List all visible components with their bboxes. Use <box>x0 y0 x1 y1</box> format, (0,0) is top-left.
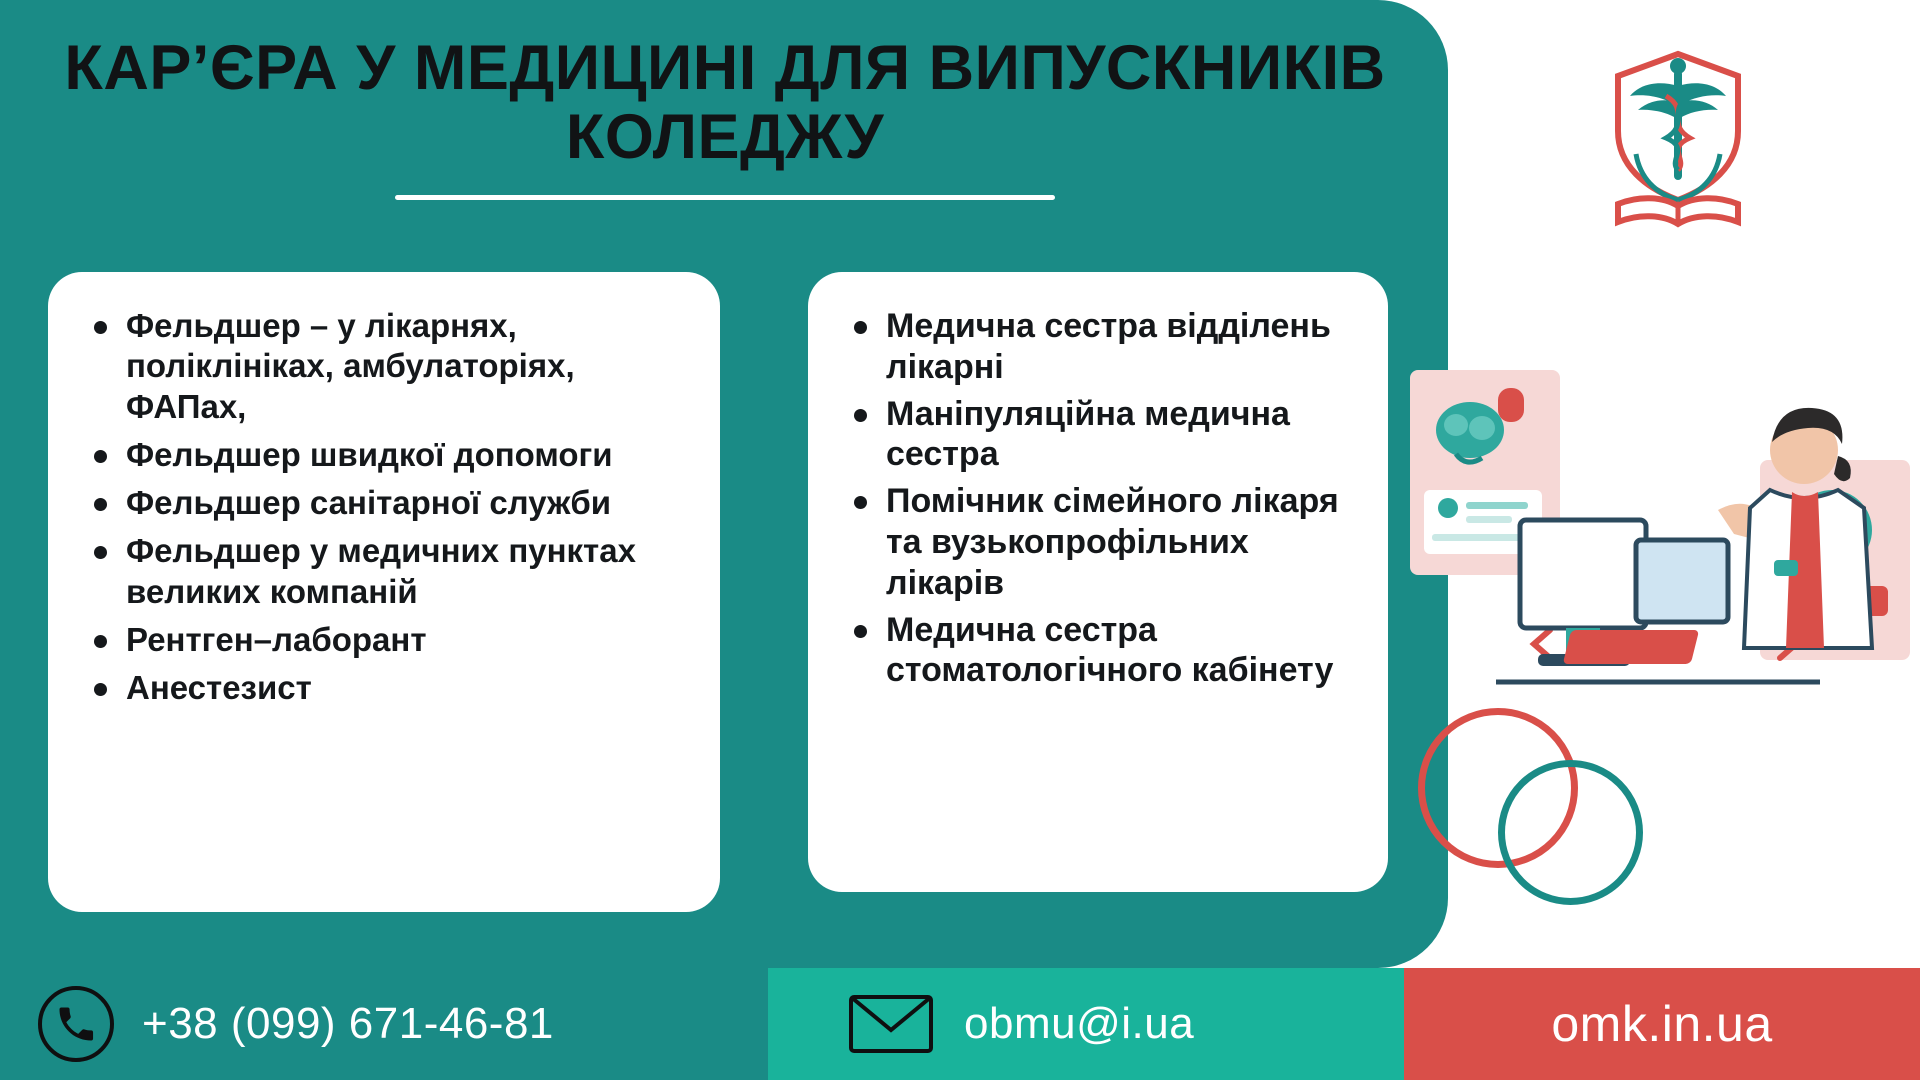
list-item: Фельдшер швидкої допомоги <box>82 435 682 475</box>
list-item: Маніпуляційна медична сестра <box>842 394 1350 476</box>
footer-phone-segment[interactable] <box>0 968 768 1080</box>
footer-phone-text: +38 (099) 671-46-81 <box>142 999 554 1048</box>
list-item: Рентген–лаборант <box>82 620 682 660</box>
decorative-teal-circle <box>1498 760 1643 905</box>
list-item: Анестезист <box>82 668 682 708</box>
footer-website-segment[interactable] <box>1404 968 1920 1080</box>
list-item: Медична сестра стоматологічного кабінету <box>842 610 1350 692</box>
page-title: КАР’ЄРА У МЕДИЦИНІ ДЛЯ ВИПУСКНИКІВ КОЛЕДЖУ <box>64 33 1386 173</box>
career-card-left <box>48 272 720 912</box>
list-item: Помічник сімейного лікаря та вузькопрофільних лікарів <box>842 481 1350 603</box>
list-item: Фельдшер – у лікарнях, поліклініках, амбулаторіях, ФАПах, <box>82 306 682 427</box>
career-card-right <box>808 272 1388 892</box>
medical-caduceus-shield-emblem <box>1578 36 1778 236</box>
career-list-right <box>842 306 1350 691</box>
career-list-left <box>82 306 682 708</box>
footer-website-text: omk.in.ua <box>1551 996 1773 1052</box>
list-item: Фельдшер санітарної служби <box>82 483 682 523</box>
phone-icon <box>38 986 114 1062</box>
footer-email-segment[interactable] <box>768 968 1404 1080</box>
mail-icon <box>848 994 934 1054</box>
list-item: Фельдшер у медичних пунктах великих компаній <box>82 531 682 612</box>
list-item: Медична сестра відділень лікарні <box>842 306 1350 388</box>
title-divider <box>395 195 1055 200</box>
contact-footer <box>0 968 1920 1080</box>
title-block <box>60 34 1390 200</box>
footer-email-text: obmu@i.ua <box>964 999 1195 1048</box>
